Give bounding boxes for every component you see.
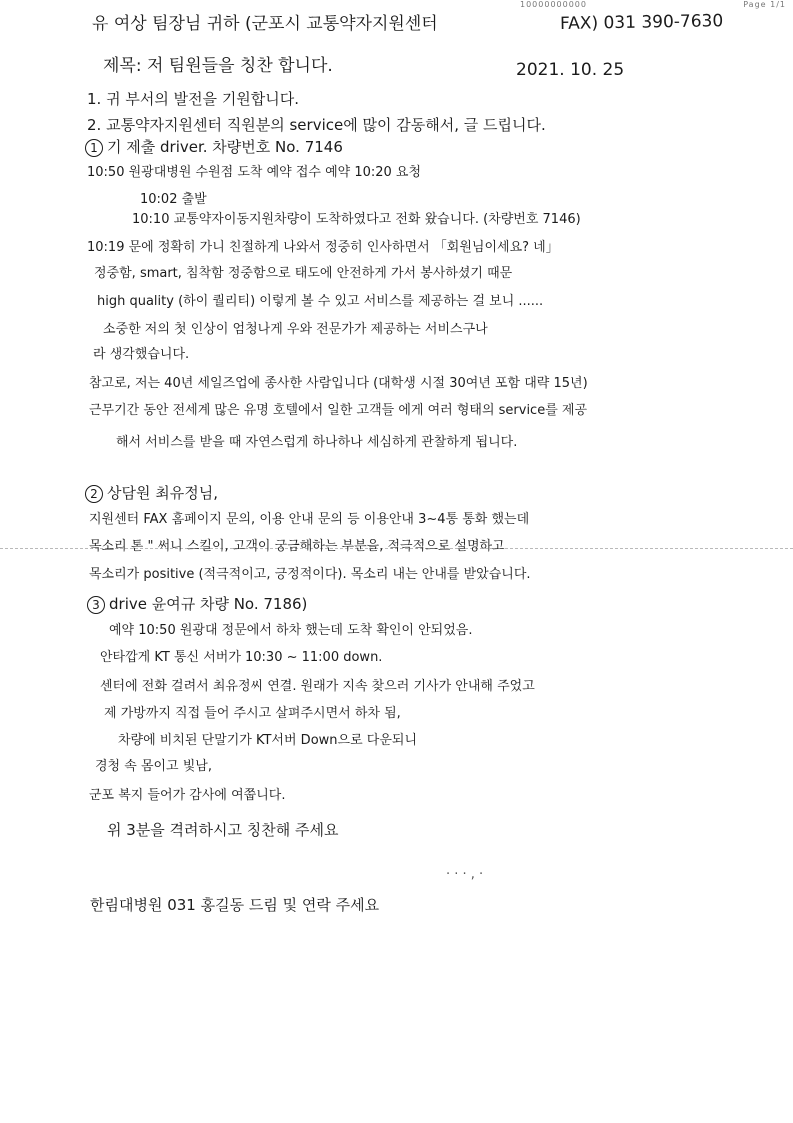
- section-1-line-5: 정중함, smart, 침착함 정중함으로 태도에 안전하게 가서 봉사하셨기 때문: [94, 266, 513, 281]
- section-3-line-3: 센터에 전화 걸려서 최유정씨 연결. 원래가 지속 찾으러 기사가 안내해 주었고: [100, 679, 535, 694]
- section-2-line-3: 목소리가 positive (적극적이고, 긍정적이다). 목소리 내는 안내를 받았습니다.: [89, 567, 531, 582]
- section-1-number: 1: [85, 139, 103, 157]
- section-3-line-5: 차량에 비치된 단말기가 KT서버 Down으로 다운되니: [118, 733, 417, 748]
- fax-header-page: Page 1/1: [743, 0, 786, 9]
- section-1-line-9: 참고로, 저는 40년 세일즈업에 종사한 사람입니다 (대학생 시절 30여년 포함 대략 15년): [89, 376, 588, 391]
- section-1-line-3: 10:10 교통약자이동지원차량이 도착하였다고 전화 왔습니다. (차량번호 7146): [132, 212, 581, 227]
- intro-line-1: 1. 귀 부서의 발전을 기원합니다.: [87, 90, 300, 108]
- fax-header-id: 10000000000: [520, 0, 587, 9]
- section-1-line-10: 근무기간 동안 전세계 많은 유명 호텔에서 일한 고객들 에게 여러 형태의 service를 제공: [89, 403, 588, 418]
- section-2-line-1: 지원센터 FAX 홈페이지 문의, 이용 안내 문의 등 이용안내 3~4통 통화 했는데: [89, 512, 530, 527]
- recipient-line: 유 여상 팀장님 귀하 (군포시 교통약자지원센터: [92, 14, 438, 34]
- section-2-heading: [85, 483, 218, 503]
- section-3-line-1: 예약 10:50 원광대 정문에서 하차 했는데 도착 확인이 안되었음.: [109, 623, 473, 638]
- intro-line-2: 2. 교통약자지원센터 직원분의 service에 많이 감동해서, 글 드립니다.: [87, 116, 546, 134]
- section-3-heading: [87, 594, 307, 614]
- section-1-line-4: 10:19 문에 정확히 가니 친절하게 나와서 정중히 인사하면서 「회원님이세요? 네」: [87, 240, 559, 255]
- section-3-line-7: 군포 복지 들어가 감사에 여쭙니다.: [89, 788, 286, 803]
- section-1-line-2: 10:02 출발: [140, 192, 207, 207]
- section-1-line-1: 10:50 원광대병원 수원점 도착 예약 접수 예약 10:20 요청: [87, 165, 422, 180]
- signature-line: 한림대병원 031 홍길동 드림 및 연락 주세요: [90, 896, 380, 914]
- section-1-line-6: high quality (하이 퀄리티) 이렇게 볼 수 있고 서비스를 제공하는 걸 보니 ......: [97, 294, 544, 309]
- fax-transmission-header: [520, 0, 790, 10]
- subject-line: 제목: 저 팀원들을 칭찬 합니다.: [103, 56, 333, 76]
- section-3-title: drive 윤여규 차량 No. 7186): [109, 595, 308, 613]
- section-3-number: 3: [87, 596, 105, 614]
- section-1-line-8: 라 생각했습니다.: [93, 347, 190, 362]
- section-2-line-2: 목소리 톤 " 써니 스킬이, 고객이 궁금해하는 부분을, 적극적으로 설명하고: [89, 539, 505, 554]
- section-2-title: 상담원 최유정님,: [107, 484, 218, 502]
- letter-date: 2021. 10. 25: [516, 60, 625, 80]
- section-1-title: 기 제출 driver. 차량번호 No. 7146: [107, 138, 343, 156]
- section-1-line-7: 소중한 저의 첫 인상이 엄청나게 우와 전문가가 제공하는 서비스구나: [103, 322, 488, 337]
- closing-request: 위 3분을 격려하시고 칭찬해 주세요: [107, 821, 339, 839]
- section-3-line-6: 경청 속 몸이고 빛남,: [95, 759, 212, 774]
- section-1-line-11: 해서 서비스를 받을 때 자연스럽게 하나하나 세심하게 관찰하게 됩니다.: [116, 435, 518, 450]
- section-1-heading: [85, 137, 343, 157]
- stamp-marks: · · · , ·: [446, 867, 484, 882]
- fax-number: FAX) 031 390-7630: [559, 11, 724, 34]
- section-3-line-4: 제 가방까지 직접 들어 주시고 살펴주시면서 하차 됨,: [104, 706, 401, 721]
- section-2-number: 2: [85, 485, 103, 503]
- section-3-line-2: 안타깝게 KT 통신 서버가 10:30 ~ 11:00 down.: [100, 650, 383, 665]
